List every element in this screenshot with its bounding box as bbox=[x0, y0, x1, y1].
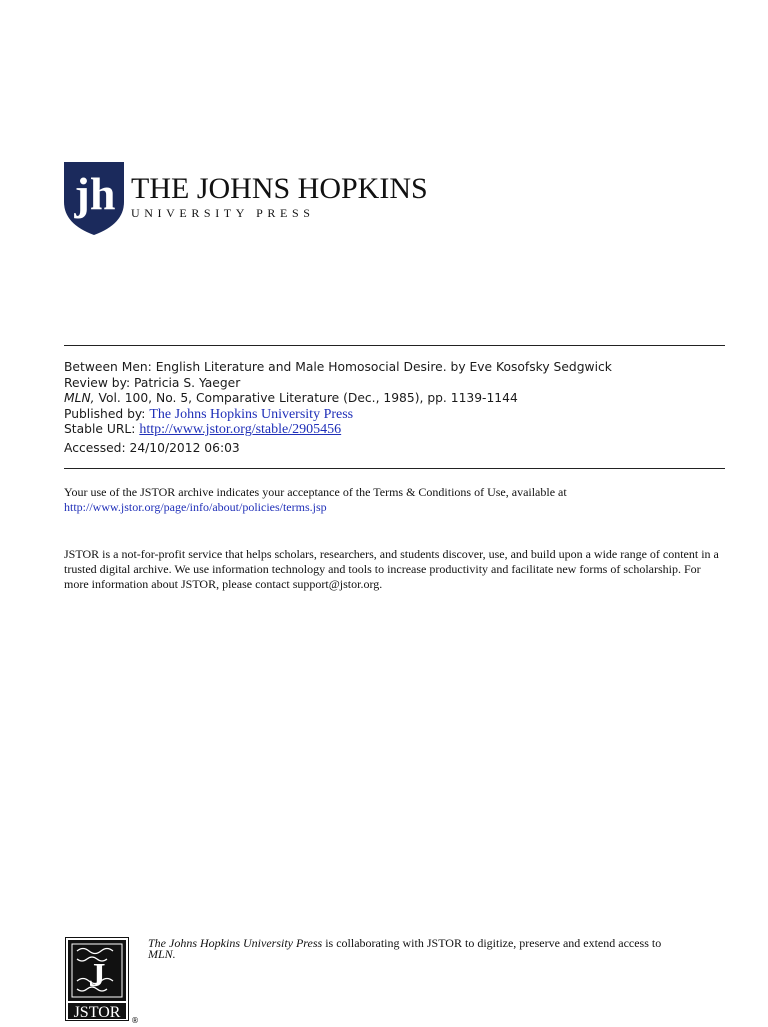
jhu-press-logo bbox=[64, 160, 428, 240]
top-divider bbox=[64, 345, 725, 346]
footer-publisher: The Johns Hopkins University Press bbox=[148, 936, 323, 950]
footer-journal: MLN. bbox=[148, 947, 176, 961]
bottom-divider bbox=[64, 468, 725, 469]
jstor-logo-text: JSTOR bbox=[73, 1004, 121, 1021]
stable-url-label: Stable URL: bbox=[64, 422, 140, 437]
jh-shield-icon bbox=[64, 160, 126, 236]
logo-subtitle: UNIVERSITY PRESS bbox=[131, 206, 315, 220]
terms-text: Your use of the JSTOR archive indicates your acceptance of the Terms & Conditions of Use, available at bbox=[64, 485, 567, 499]
citation-publisher bbox=[64, 407, 734, 423]
footer-collaboration: is collaborating with JSTOR to digitize, preserve and extend access to bbox=[322, 936, 662, 950]
citation-block bbox=[64, 360, 734, 457]
footer bbox=[65, 937, 745, 1027]
terms-notice bbox=[64, 485, 724, 515]
logo-mark-text: jh bbox=[74, 168, 116, 219]
citation-accessed: Accessed: 24/10/2012 06:03 bbox=[64, 440, 240, 455]
publisher-link[interactable]: The Johns Hopkins University Press bbox=[149, 406, 354, 422]
citation-title: Between Men: English Literature and Male Homosocial Desire. by Eve Kosofsky Sedgwick bbox=[64, 360, 612, 374]
svg-text:J: J bbox=[88, 957, 106, 994]
citation-stable-url bbox=[64, 422, 734, 438]
journal-name: MLN, bbox=[64, 391, 95, 406]
citation-journal bbox=[64, 391, 734, 407]
published-label: Published by: bbox=[64, 406, 150, 421]
journal-details: Vol. 100, No. 5, Comparative Literature (Dec., 1985), pp. 1139-1144 bbox=[94, 391, 518, 406]
registered-mark: ® bbox=[131, 1016, 139, 1024]
logo-title: THE JOHNS HOPKINS bbox=[131, 172, 428, 205]
terms-link[interactable]: http://www.jstor.org/page/info/about/policies/terms.jsp bbox=[64, 500, 327, 514]
stable-url-link[interactable]: http://www.jstor.org/stable/2905456 bbox=[139, 422, 342, 438]
jstor-logo bbox=[65, 937, 140, 1024]
citation-reviewer: Review by: Patricia S. Yaeger bbox=[64, 375, 241, 390]
about-jstor-notice: JSTOR is a not-for-profit service that helps scholars, researchers, and students discover, use, and build upon a wide range of content in a trusted digital archive. We use information technology and tools to increase productivity and facilitate new forms of scholarship. For more information about JSTOR, please contact support@jstor.org. bbox=[64, 547, 719, 591]
footer-text bbox=[148, 938, 708, 960]
